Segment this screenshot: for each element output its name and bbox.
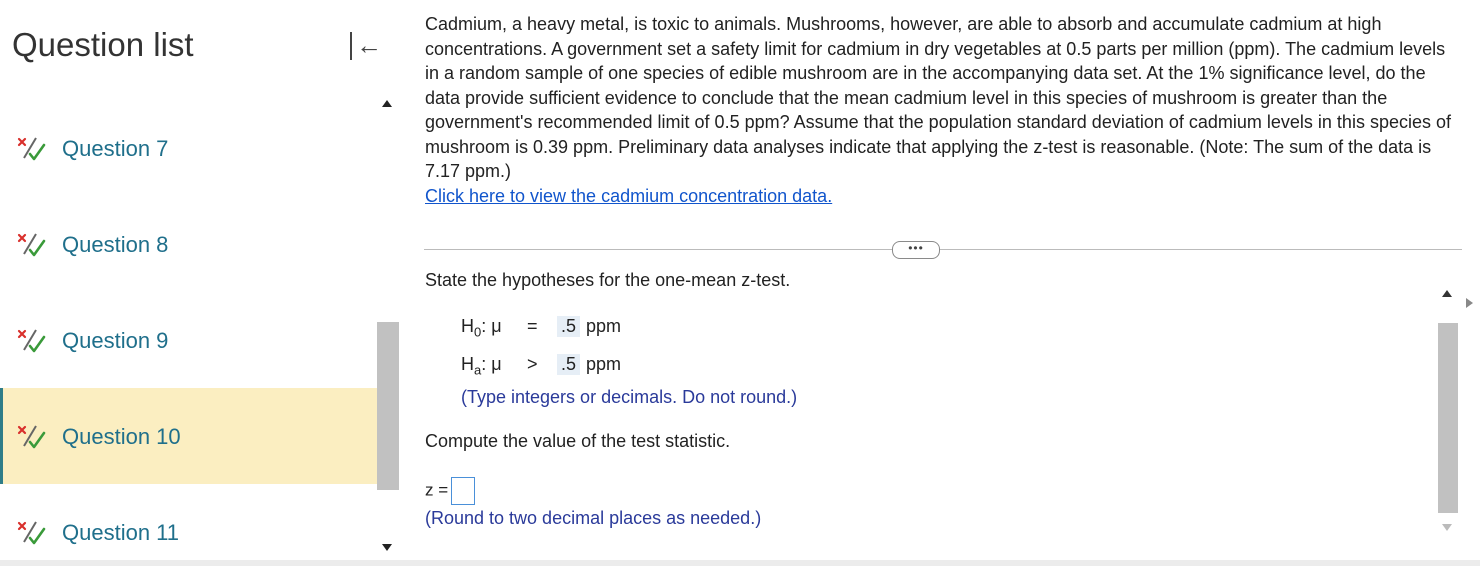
z-label: z = <box>425 480 449 500</box>
question-item-label: Question 7 <box>62 136 169 161</box>
question-prompt <box>425 12 1455 208</box>
collapse-sidebar-button[interactable] <box>346 28 382 64</box>
alternative-hypothesis-row <box>461 354 621 378</box>
question-list-sidebar <box>0 0 402 560</box>
question-item-label: Question 10 <box>62 424 181 449</box>
hypotheses-instruction: State the hypotheses for the one-mean z-test. <box>425 270 791 290</box>
null-unit: ppm <box>586 316 622 336</box>
scroll-down-arrow-icon[interactable] <box>382 544 392 551</box>
scroll-right-arrow-icon[interactable] <box>1466 298 1473 308</box>
cadmium-data-link[interactable]: Click here to view the cadmium concentration data. <box>425 185 833 206</box>
sidebar-scrollbar[interactable] <box>376 96 400 560</box>
scroll-down-arrow-icon[interactable] <box>1442 524 1452 531</box>
collapse-bar-icon <box>350 32 352 60</box>
question-item-label: Question 9 <box>62 328 169 353</box>
bottom-bar <box>0 560 1480 566</box>
question-body: Cadmium, a heavy metal, is toxic to animals. Mushrooms, however, are able to absorb and accumulate cadmium at high concentrations. A government set a safety limit for cadmium in dry vegetables at 0.5 parts per million (ppm). The cadmium levels in a random sample of one species of edible mushroom are in the accompanying data set. At the 1% significance level, do the data provide sufficient evidence to conclude that the mean cadmium level in this species of mushroom is greater than the government's recommended limit of 0.5 ppm? Assume that the population standard deviation of cadmium levels in this species of mushroom is 0.39 ppm. Preliminary data analyses indicate that applying the z-test is reasonable. (Note: The sum of the data is 7.17 ppm.) <box>425 14 1451 181</box>
alternative-operator-select[interactable]: > <box>527 354 538 374</box>
question-item-8[interactable] <box>0 196 376 292</box>
scroll-up-arrow-icon[interactable] <box>382 100 392 107</box>
expand-more-button[interactable]: ••• <box>892 241 940 259</box>
z-statistic-row <box>425 477 475 505</box>
question-list-title: Question list <box>12 26 194 63</box>
null-hypothesis-symbol: $H_0$: μ <box>461 316 502 340</box>
answer-scrollbar[interactable] <box>1436 284 1460 534</box>
alternative-unit: ppm <box>586 354 622 374</box>
null-value-input[interactable]: .5 <box>557 316 580 337</box>
scrollbar-thumb[interactable] <box>1438 323 1458 513</box>
question-item-10[interactable] <box>0 388 379 484</box>
compute-instruction: Compute the value of the test statistic. <box>425 431 731 451</box>
hypotheses-hint: (Type integers or decimals. Do not round.) <box>461 387 798 407</box>
partial-correct-icon <box>16 326 46 356</box>
z-statistic-input[interactable] <box>451 477 475 505</box>
rounding-hint: (Round to two decimal places as needed.) <box>425 508 762 528</box>
alternative-hypothesis-symbol: $H_a$: μ <box>461 354 502 378</box>
partial-correct-icon <box>16 422 46 452</box>
partial-correct-icon <box>16 518 46 548</box>
answer-area <box>402 262 1480 560</box>
question-pane <box>402 0 1480 560</box>
question-item-label: Question 8 <box>62 232 169 257</box>
null-operator-select[interactable]: = <box>527 316 538 336</box>
section-divider <box>424 249 1462 250</box>
arrow-left-icon: ← <box>356 30 382 60</box>
scroll-up-arrow-icon[interactable] <box>1442 290 1452 297</box>
partial-correct-icon <box>16 134 46 164</box>
scrollbar-thumb[interactable] <box>377 322 399 490</box>
question-item-9[interactable] <box>0 292 376 388</box>
question-item-7[interactable] <box>0 100 376 196</box>
null-hypothesis-row <box>461 316 621 340</box>
alternative-value-input[interactable]: .5 <box>557 354 580 375</box>
question-item-label: Question 11 <box>62 520 180 545</box>
partial-correct-icon <box>16 230 46 260</box>
